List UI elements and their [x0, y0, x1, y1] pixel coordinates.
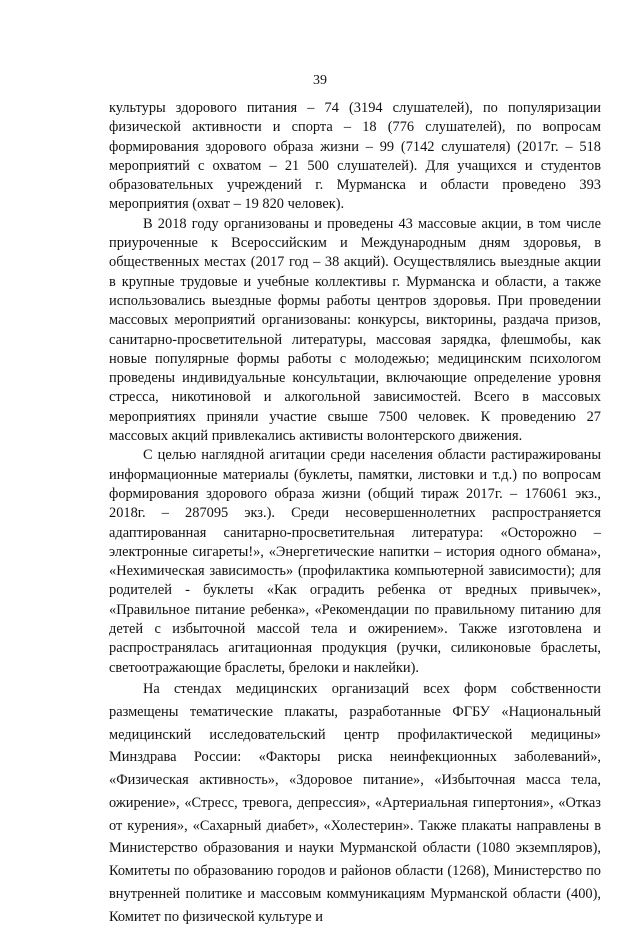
document-body — [109, 99, 601, 929]
paragraph-1: культуры здорового питания – 74 (3194 слушателей), по популяризации физической активности и спорта – 18 (776 слушателей), по вопросам формирования здорового образа жизни – 99 (7142 слушателя) (2017г. – 518 мероприятий с охватом – 21 500 слушателей). Для учащихся и студентов образовательных учреждений г. Мурманска и области проведено 393 мероприятия (охват – 19 820 человек). — [109, 100, 601, 213]
paragraph-4: На стендах медицинских организаций всех форм собственности размещены тематические плакаты, разработанные ФГБУ «Национальный медицинский исследовательский центр профилактической медицины» Минздрава России: «Факторы риска неинфекционных заболеваний», «Физическая активность», «Здоровое питание», «Избыточная масса тела, ожирение», «Стресс, тревога, депрессия», «Артериальная гипертония», «Отказ от курения», «Сахарный диабет», «Холестерин». Также плакаты направлены в Министерство образования и науки Мурманской области (1080 экземпляров), Комитеты по образованию городов и районов области (1268), Министерство по внутренней политике и массовым коммуникациям Мурманской области (400), Комитет по физической культуре и — [109, 680, 601, 925]
paragraph-2: В 2018 году организованы и проведены 43 массовые акции, в том числе приуроченные к Всероссийским и Международным дням здоровья, в общественных местах (2017 год – 38 акций). Осуществлялись выездные акции в крупные трудовые и учебные коллективы г. Мурманска и области, а также использовались выездные формы работы центров здоровья. При проведении массовых мероприятий организованы: конкурсы, викторины, раздача призов, санитарно-просветительной литературы, массовая зарядка, флешмобы, как новые популярные формы работы с молодежью; медицинским психологом проведены индивидуальные консультации, включающие определение уровня стресса, никотиновой и алкогольной зависимостей. Всего в массовых мероприятиях приняли участие свыше 7500 человек. К проведению 27 массовых акций привлекались активисты волонтерского движения. — [109, 215, 601, 445]
paragraph-3: С целью наглядной агитации среди населения области растиражированы информационные материалы (буклеты, памятки, листовки и т.д.) по вопросам формирования здорового образа жизни (общий тираж 2017г. – 176061 экз., 2018г. – 287095 экз.). Среди несовершеннолетних распространяется адаптированная санитарно-просветительная литература: «Осторожно – электронные сигареты!», «Энергетические напитки – история одного обмана», «Нехимическая зависимость» (профилактика компьютерной зависимости); для родителей - буклеты «Как оградить ребенка от вредных привычек», «Правильное питание ребенка», «Рекомендации по правильному питанию для детей с избыточной массой тела и ожирением». Также изготовлена и распространялась агитационная продукция (ручки, силиконовые браслеты, светоотражающие браслеты, брелоки и наклейки). — [109, 447, 601, 676]
page-number: 39 — [313, 73, 327, 88]
